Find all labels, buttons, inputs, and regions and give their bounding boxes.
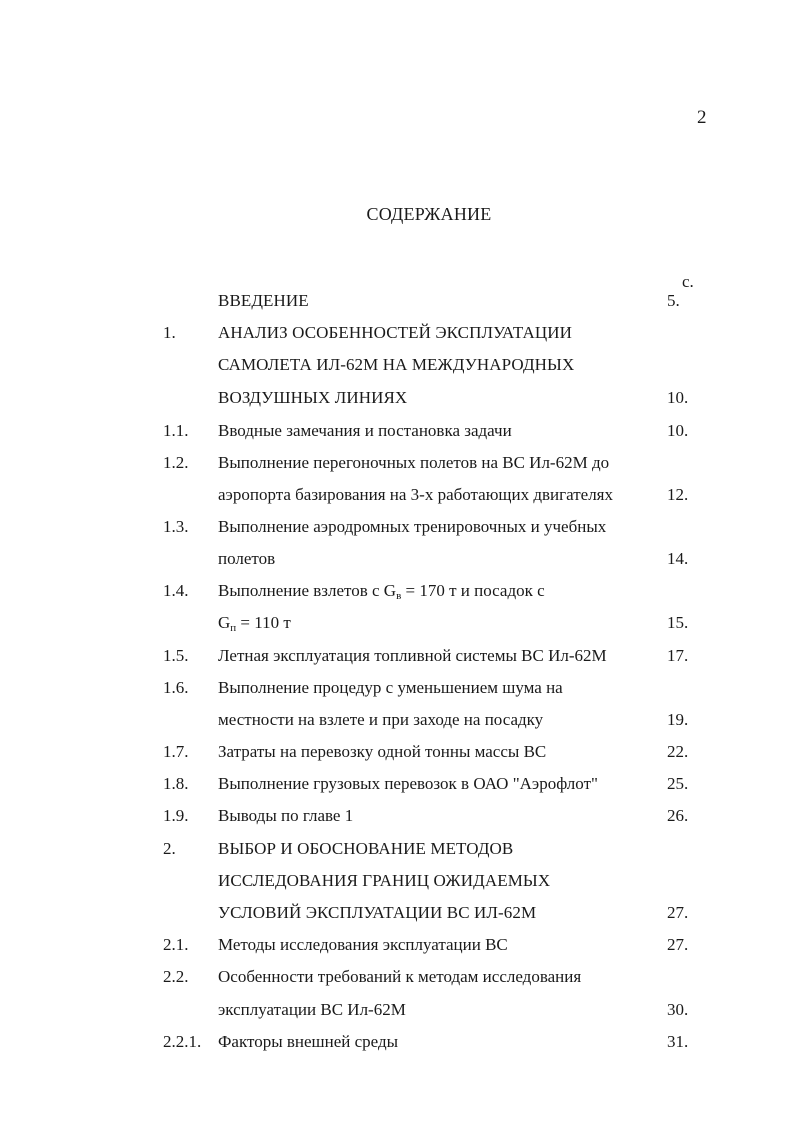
toc-entry-number: 1.9. — [163, 806, 189, 825]
toc-entry-text: Методы исследования эксплуатации ВС — [218, 935, 508, 954]
toc-entry-text: ВВЕДЕНИЕ — [218, 291, 309, 310]
page-title: СОДЕРЖАНИЕ — [366, 204, 492, 224]
page-column-header: с. — [682, 272, 694, 291]
toc-entry-number: 1.7. — [163, 742, 189, 761]
toc-entry-text: аэропорта базирования на 3-х работающих двигателях — [218, 485, 613, 504]
toc-entry-text: ИССЛЕДОВАНИЯ ГРАНИЦ ОЖИДАЕМЫХ — [218, 871, 551, 890]
toc-entry-page: 27. — [667, 935, 689, 954]
toc-entry-page: 30. — [667, 1000, 689, 1019]
toc-entry-page: 12. — [667, 485, 689, 504]
toc-entry-text: Выполнение грузовых перевозок в ОАО "Аэрофлот" — [218, 774, 598, 793]
toc-entry-text: Вводные замечания и постановка задачи — [218, 421, 512, 440]
toc-entry-page: 27. — [667, 903, 689, 922]
toc-entry-text: Выполнение перегоночных полетов на ВС Ил-62М до — [218, 453, 610, 472]
toc-entry-number: 2.2. — [163, 967, 189, 986]
toc-entry-text: Летная эксплуатация топливной системы ВС Ил-62М — [218, 646, 607, 665]
toc-entry-text: Затраты на перевозку одной тонны массы ВС — [218, 742, 547, 761]
toc-entry-number: 1.3. — [163, 517, 189, 536]
toc-entry-page: 5. — [667, 291, 680, 310]
toc-entry-number: 2.2.1. — [163, 1032, 202, 1051]
toc-entry-number: 1.1. — [163, 421, 189, 440]
toc-entry-number: 1.6. — [163, 678, 189, 697]
toc-entry-page: 15. — [667, 613, 689, 632]
toc-entry-number: 1.2. — [163, 453, 189, 472]
toc-entry-text: Выполнение процедур с уменьшением шума на — [218, 678, 563, 697]
toc-entry-text: Выводы по главе 1 — [218, 806, 354, 825]
toc-entry-page: 10. — [667, 421, 689, 440]
toc-entry-text: эксплуатации ВС Ил-62М — [218, 1000, 406, 1019]
toc-entry-text: ВЫБОР И ОБОСНОВАНИЕ МЕТОДОВ — [218, 839, 514, 858]
toc-entry-text: ВОЗДУШНЫХ ЛИНИЯХ — [218, 388, 408, 407]
toc-entry-text: Особенности требований к методам исследования — [218, 967, 582, 986]
toc-entry-page: 31. — [667, 1032, 689, 1051]
page-number: 2 — [697, 107, 707, 128]
toc-entry-number: 2. — [163, 839, 176, 858]
toc-entry-text: Факторы внешней среды — [218, 1032, 399, 1051]
toc-entry-page: 26. — [667, 806, 689, 825]
toc-entry-page: 10. — [667, 388, 689, 407]
toc-entry-page: 17. — [667, 646, 689, 665]
toc-entry-text: $G_п = 110$ т — [218, 613, 291, 634]
toc-entry-number: 1.8. — [163, 774, 189, 793]
toc-entry-text: местности на взлете и при заходе на посадку — [218, 710, 544, 729]
toc-entry-page: 14. — [667, 549, 689, 568]
toc-entry-text: Выполнение взлетов с $G_в = 170$ т и посадок с — [218, 581, 545, 602]
toc-entry-page: 22. — [667, 742, 689, 761]
toc-entry-number: 1. — [163, 323, 176, 342]
toc-entry-text: Выполнение аэродромных тренировочных и учебных — [218, 517, 607, 536]
toc-entry-text: УСЛОВИЙ ЭКСПЛУАТАЦИИ ВС ИЛ-62М — [218, 903, 537, 922]
toc-entry-page: 19. — [667, 710, 689, 729]
toc-entry-page: 25. — [667, 774, 689, 793]
toc-entry-number: 1.5. — [163, 646, 189, 665]
toc-entry-number: 1.4. — [163, 581, 189, 600]
toc-entry-text: САМОЛЕТА ИЛ-62М НА МЕЖДУНАРОДНЫХ — [218, 355, 575, 374]
toc-entry-text: АНАЛИЗ ОСОБЕННОСТЕЙ ЭКСПЛУАТАЦИИ — [218, 323, 573, 342]
toc-entry-text: полетов — [218, 549, 276, 568]
toc-entry-number: 2.1. — [163, 935, 189, 954]
